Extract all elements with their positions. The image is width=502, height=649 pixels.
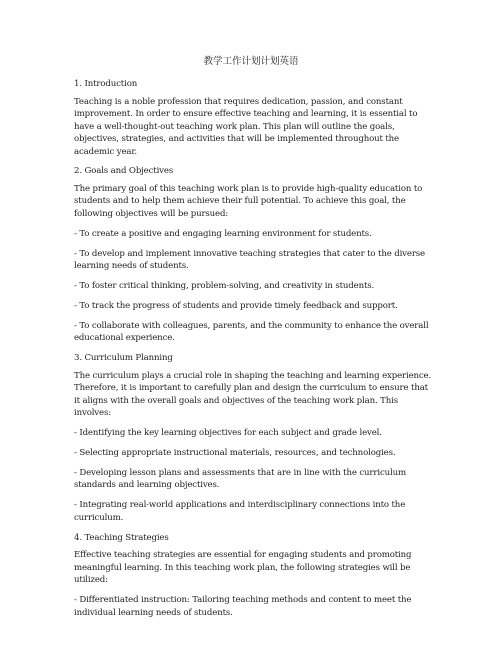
list-item: - To develop and implement innovative teaching strategies that cater to the diverse learning needs of students. [74,248,425,272]
document-title: 教学工作计划计划英语 [203,56,299,67]
section-heading-goals-objectives: 2. Goals and Objectives [74,166,174,177]
section-heading-teaching-strategies: 4. Teaching Strategies [74,532,169,543]
paragraph: The primary goal of this teaching work plan is to provide high-quality education to students and to help them achieve their full potential. To achieve this goal, the following objectives will be pursued: [74,183,423,219]
paragraph: Effective teaching strategies are essential for engaging students and promoting meaningful learning. In this teaching work plan, the following strategies will be utilized: [74,550,412,586]
paragraph: Teaching is a noble profession that requires dedication, passion, and constant improvement. In order to ensure effective teaching and learning, it is essential to have a well-thought-out teaching work plan. This plan will outline the goals, objectives, strategies, and activities that will be implemented throughout the academic year. [74,96,418,157]
document-body [74,78,436,626]
list-item: - Integrating real-world applications and interdisciplinary connections into the curriculum. [74,500,406,523]
list-item: - Selecting appropriate instructional materials, resources, and technologies. [74,448,396,459]
section-heading-curriculum-planning: 3. Curriculum Planning [74,353,173,364]
paragraph: The curriculum plays a crucial role in shaping the teaching and learning experience. Therefore, it is important to carefully plan and design the curriculum to ensure that it aligns with the overall goals and objectives of the teaching work plan. This involves: [74,370,432,419]
list-item: - Differentiated instruction: Tailoring teaching methods and content to meet the individual learning needs of students. [74,595,412,618]
list-item: - Developing lesson plans and assessments that are in line with the curriculum standards and learning objectives. [74,467,406,491]
list-item: - To create a positive and engaging learning environment for students. [74,228,372,239]
list-item: - To track the progress of students and provide timely feedback and support. [74,300,398,311]
section-heading-introduction: 1. Introduction [74,79,138,89]
list-item: - To foster critical thinking, problem-solving, and creativity in students. [74,281,375,292]
list-item: - To collaborate with colleagues, parents, and the community to enhance the overall educational experience. [74,320,429,344]
list-item: - Identifying the key learning objectives for each subject and grade level. [74,428,382,439]
